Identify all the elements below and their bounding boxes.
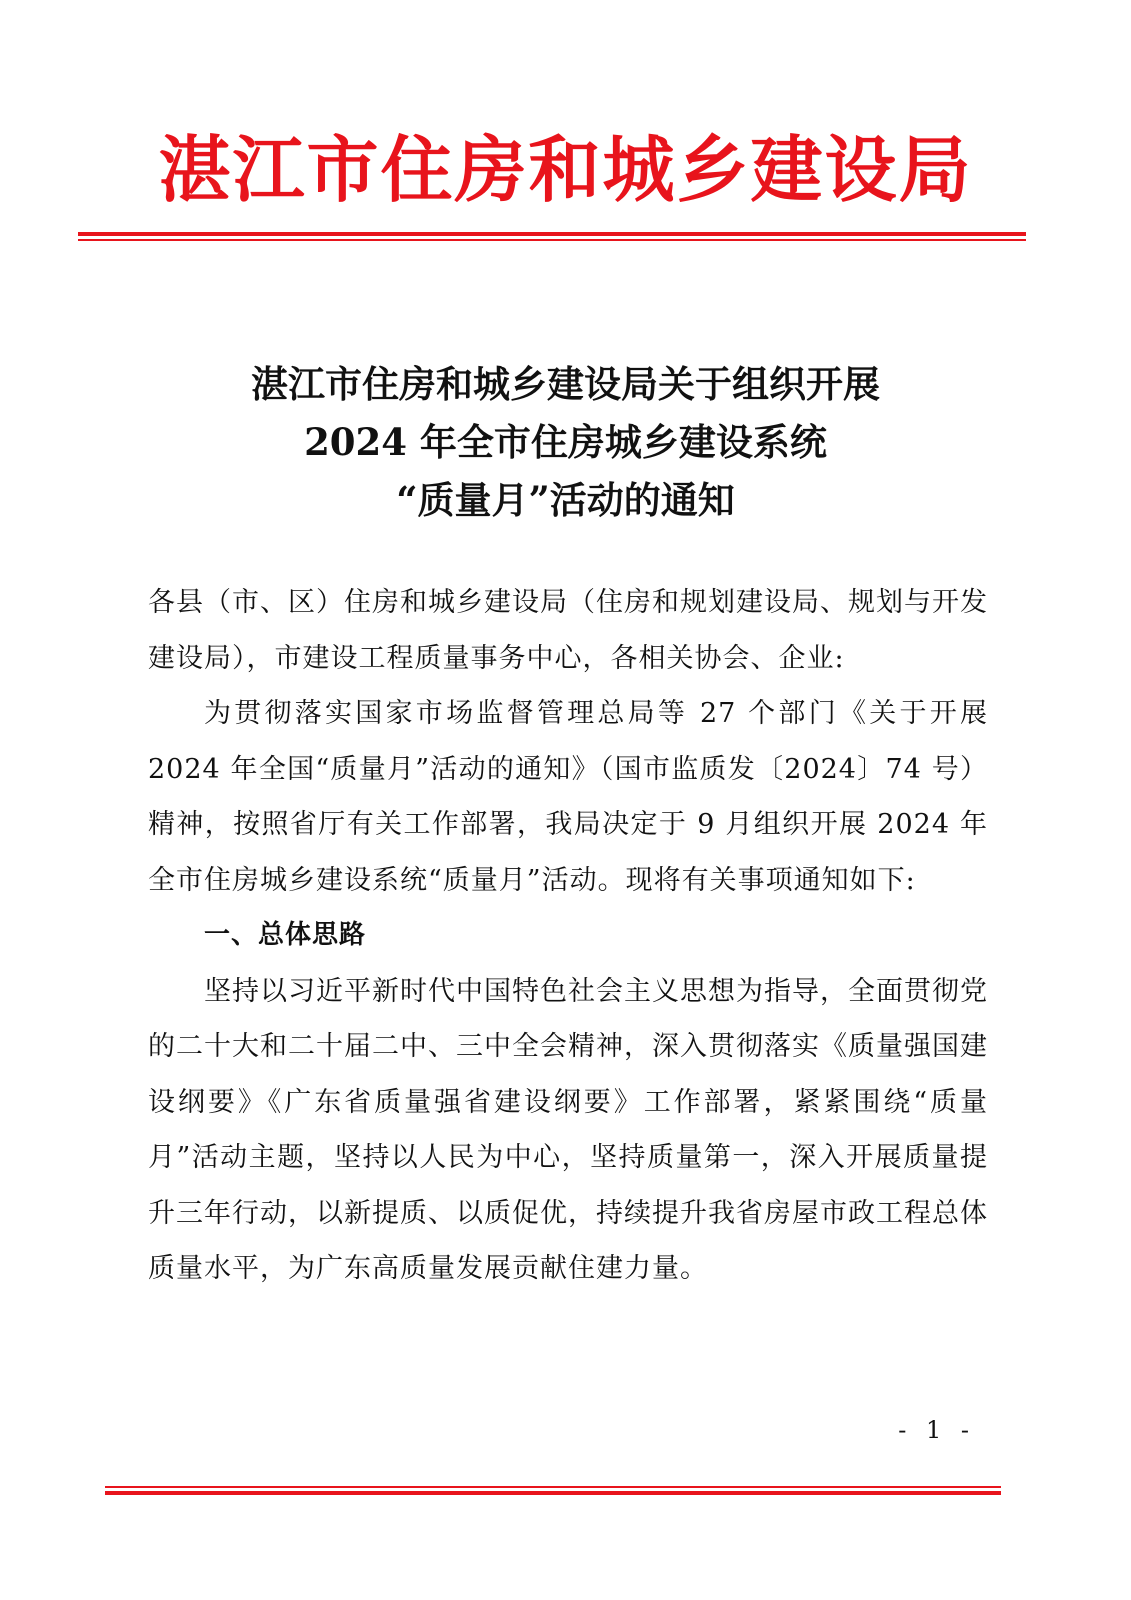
document-title bbox=[0, 355, 1131, 529]
page-number: - 1 - bbox=[898, 1416, 975, 1444]
footer-rule-thick bbox=[105, 1491, 1001, 1495]
document-title-line-3: “质量月”活动的通知 bbox=[396, 478, 735, 522]
section-1-paragraph: 坚持以习近平新时代中国特色社会主义思想为指导，全面贯彻党的二十大和二十届二中、三中全会精神，深入贯彻落实《质量强国建设纲要》《广东省质量强省建设纲要》工作部署，紧紧围绕“质量月”活动主题，坚持以人民为中心，坚持质量第一，深入开展质量提升三年行动，以新提质、以质促优，持续提升我省房屋市政工程总体质量水平，为广东高质量发展贡献住建力量。 bbox=[148, 975, 988, 1284]
salutation: 各县（市、区）住房和城乡建设局（住房和规划建设局、规划与开发建设局），市建设工程质量事务中心，各相关协会、企业: bbox=[148, 587, 988, 674]
masthead-rule-thick bbox=[78, 232, 1026, 236]
footer-rule-thin bbox=[105, 1486, 1001, 1488]
document-title-line-1: 湛江市住房和城乡建设局关于组织开展 bbox=[251, 362, 880, 406]
document-body bbox=[148, 575, 988, 1297]
section-1-heading: 一、总体思路 bbox=[204, 920, 367, 950]
masthead-rule-thin bbox=[78, 239, 1026, 241]
document-title-line-2: 2024 年全市住房城乡建设系统 bbox=[304, 420, 827, 464]
intro-paragraph: 为贯彻落实国家市场监督管理总局等 27 个部门《关于开展 2024 年全国“质量月”活动的通知》（国市监质发〔2024〕74 号）精神，按照省厅有关工作部署，我局决定于 9 月组织开展 2024 年全市住房城乡建设系统“质量月”活动。现将有关事项通知如下: bbox=[148, 698, 988, 896]
masthead-org-name: 湛江市住房和城乡建设局 bbox=[158, 127, 973, 212]
